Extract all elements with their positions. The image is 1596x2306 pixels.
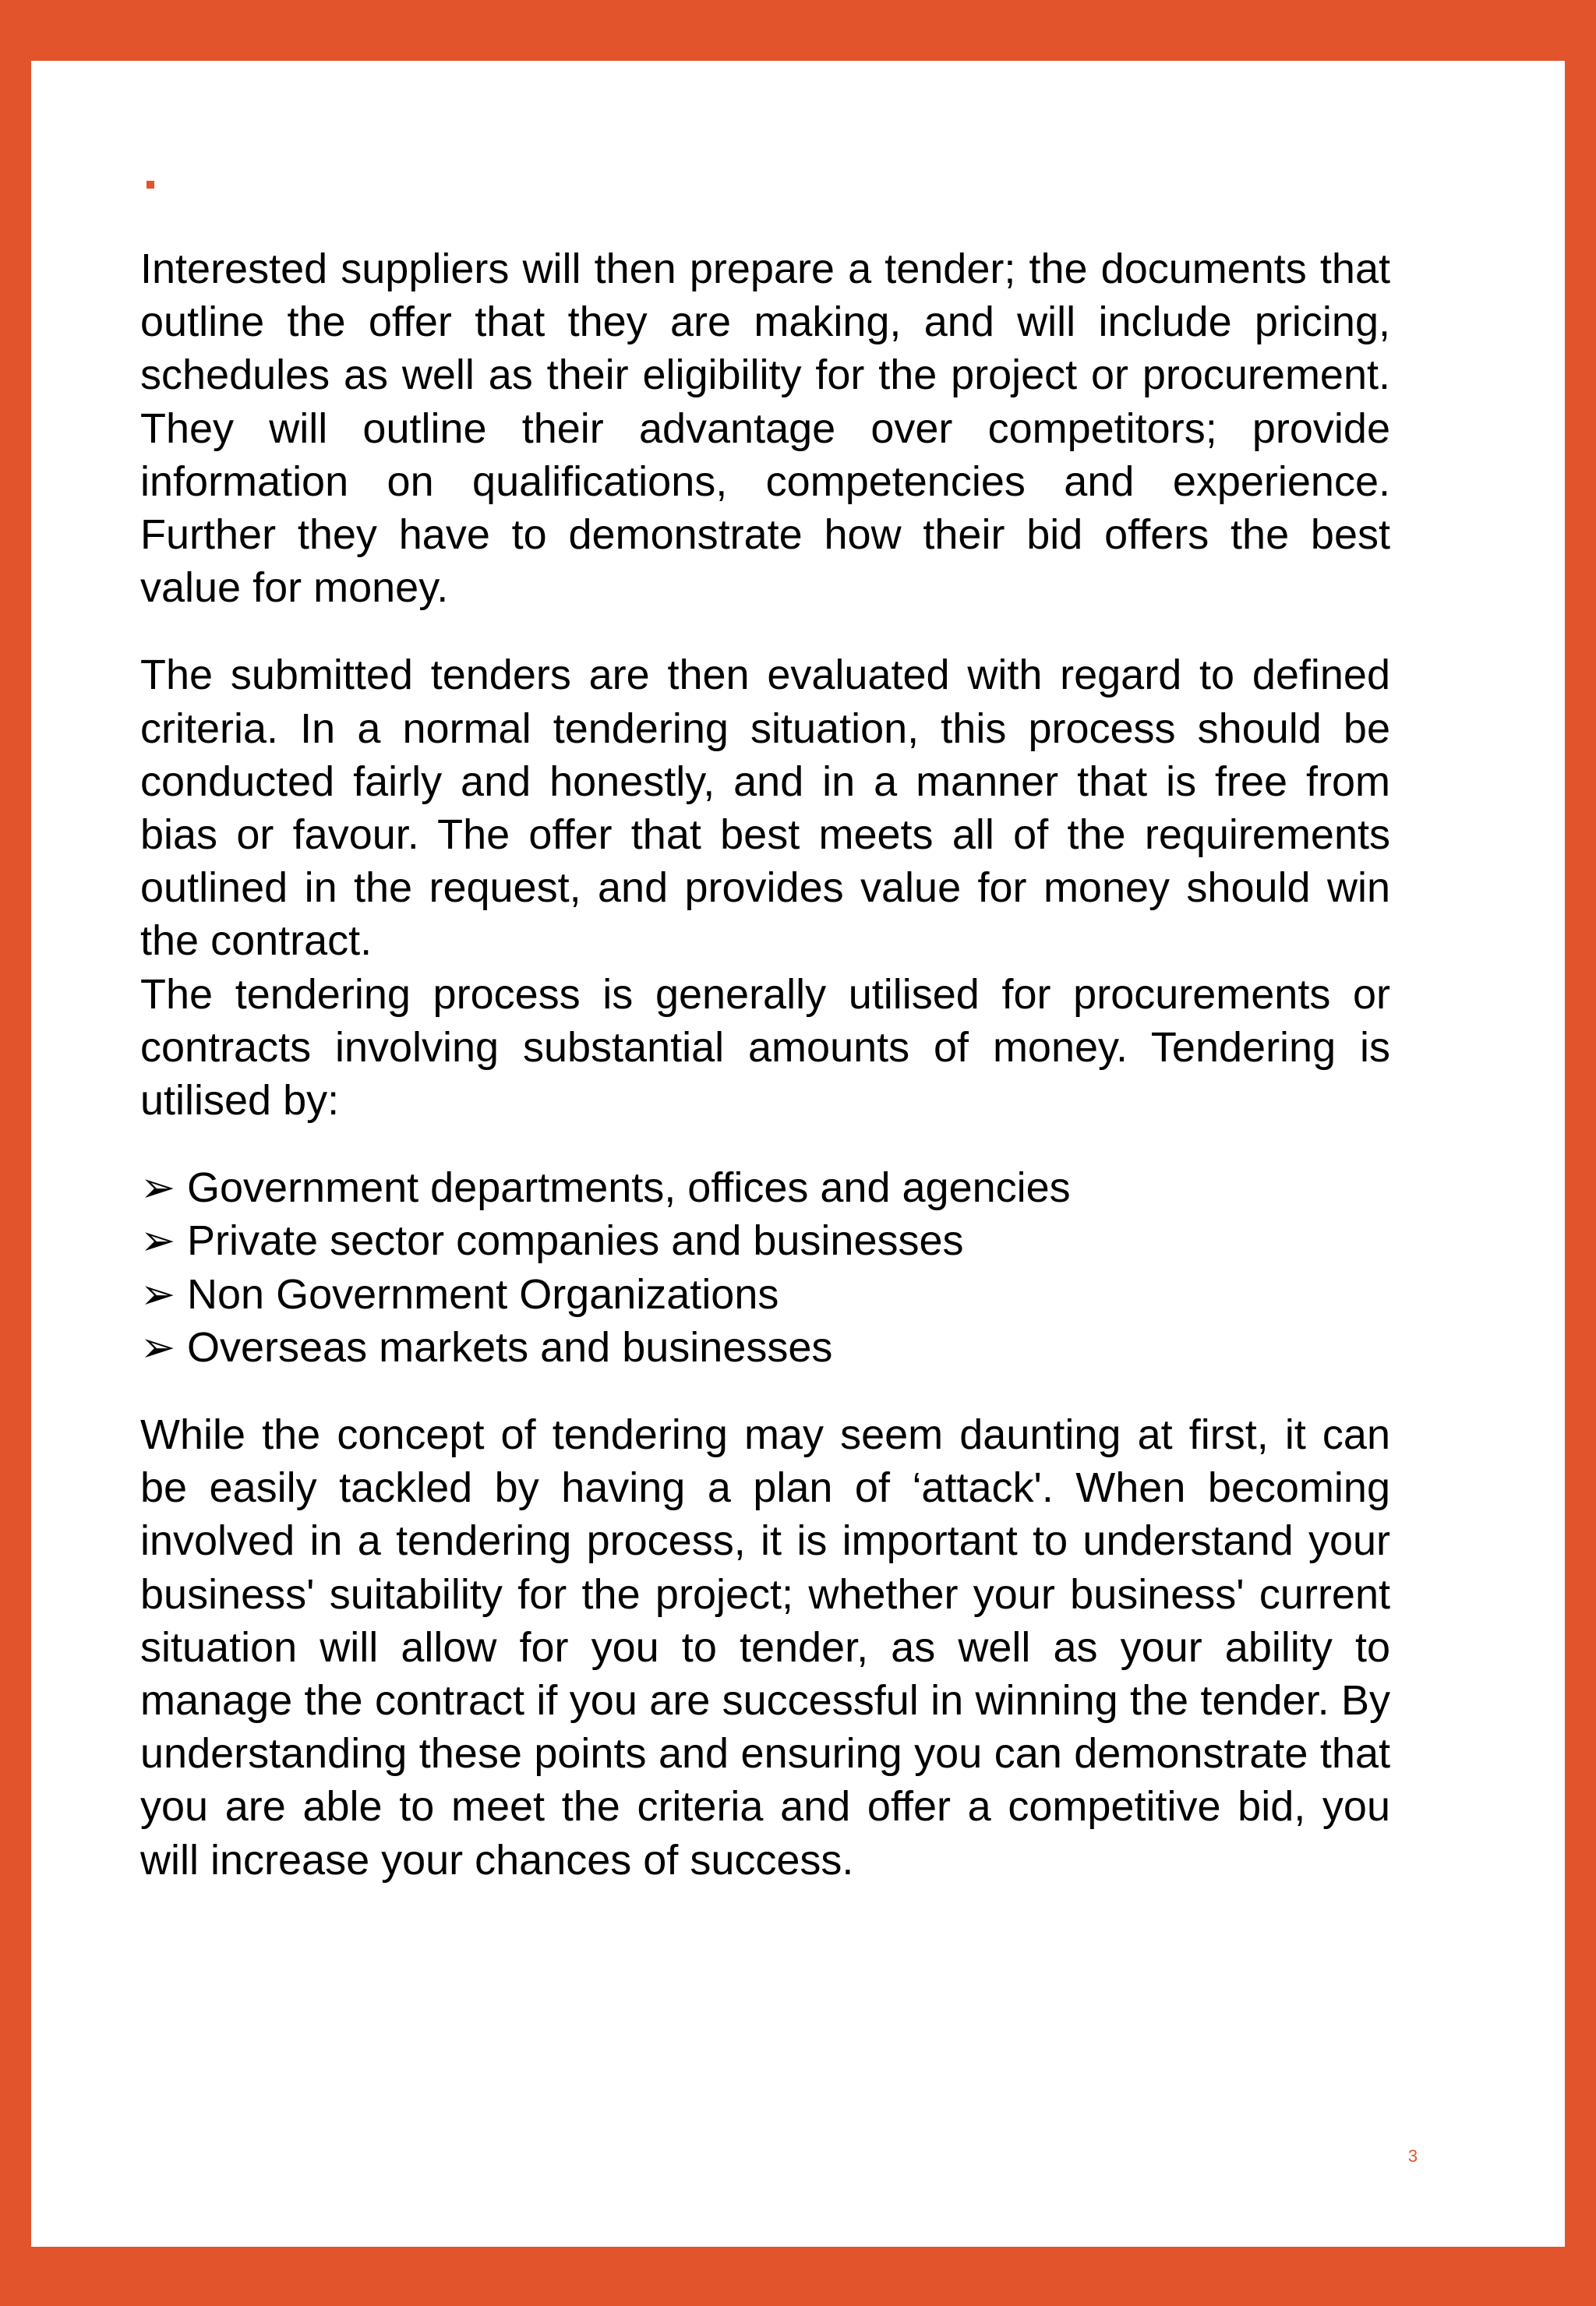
list-item — [140, 1214, 1390, 1267]
arrowhead-bullet-icon: ➢ — [140, 1217, 176, 1265]
paragraph-tendering-strategy: While the concept of tendering may seem daunting at first, it can be easily tackled by having a plan of ‘attack'. When becoming involved in a tendering process, it is important to understand your business' suitability for the project; whether your business' current situation will allow for you to tender, as well as your ability to manage the contract if you are successful in winning the tender. By understanding these points and ensuring you can demonstrate that you are able to meet the criteria and offer a competitive bid, you will increase your chances of success. — [140, 1411, 1390, 1884]
list-item — [140, 1161, 1390, 1214]
paragraph-tender-evaluation: The submitted tenders are then evaluated with regard to defined criteria. In a normal tendering situation, this process should be conducted fairly and honestly, and in a manner that is free from bias or favour. The offer that best meets all of the requirements outlined in the request, and provides value for money should win the contract. — [140, 652, 1390, 965]
page-content — [140, 242, 1390, 1887]
arrowhead-bullet-icon: ➢ — [140, 1164, 176, 1212]
users-list — [140, 1161, 1390, 1374]
list-item-text: Overseas markets and businesses — [187, 1323, 833, 1371]
arrowhead-bullet-icon: ➢ — [140, 1270, 176, 1318]
arrowhead-bullet-icon: ➢ — [140, 1323, 176, 1371]
list-item-text: Government departments, offices and agencies — [187, 1164, 1071, 1212]
decorative-square-icon — [147, 181, 154, 189]
paragraph-tender-preparation: Interested suppliers will then prepare a tender; the documents that outline the offer that they are making, and will include pricing, schedules as well as their eligibility for the project or procurement. They will outline their advantage over competitors; provide information on qualifications, competencies and experience. Further they have to demonstrate how their bid offers the best value for money. — [140, 245, 1390, 612]
list-item-text: Private sector companies and businesses — [187, 1217, 964, 1265]
list-item — [140, 1321, 1390, 1374]
page-number: 3 — [1407, 2146, 1418, 2166]
list-item-text: Non Government Organizations — [187, 1270, 779, 1318]
list-item — [140, 1268, 1390, 1321]
paragraph-tendering-usage: The tendering process is generally utilised for procurements or contracts involving substantial amounts of money. Tendering is utilised by: — [140, 970, 1390, 1125]
